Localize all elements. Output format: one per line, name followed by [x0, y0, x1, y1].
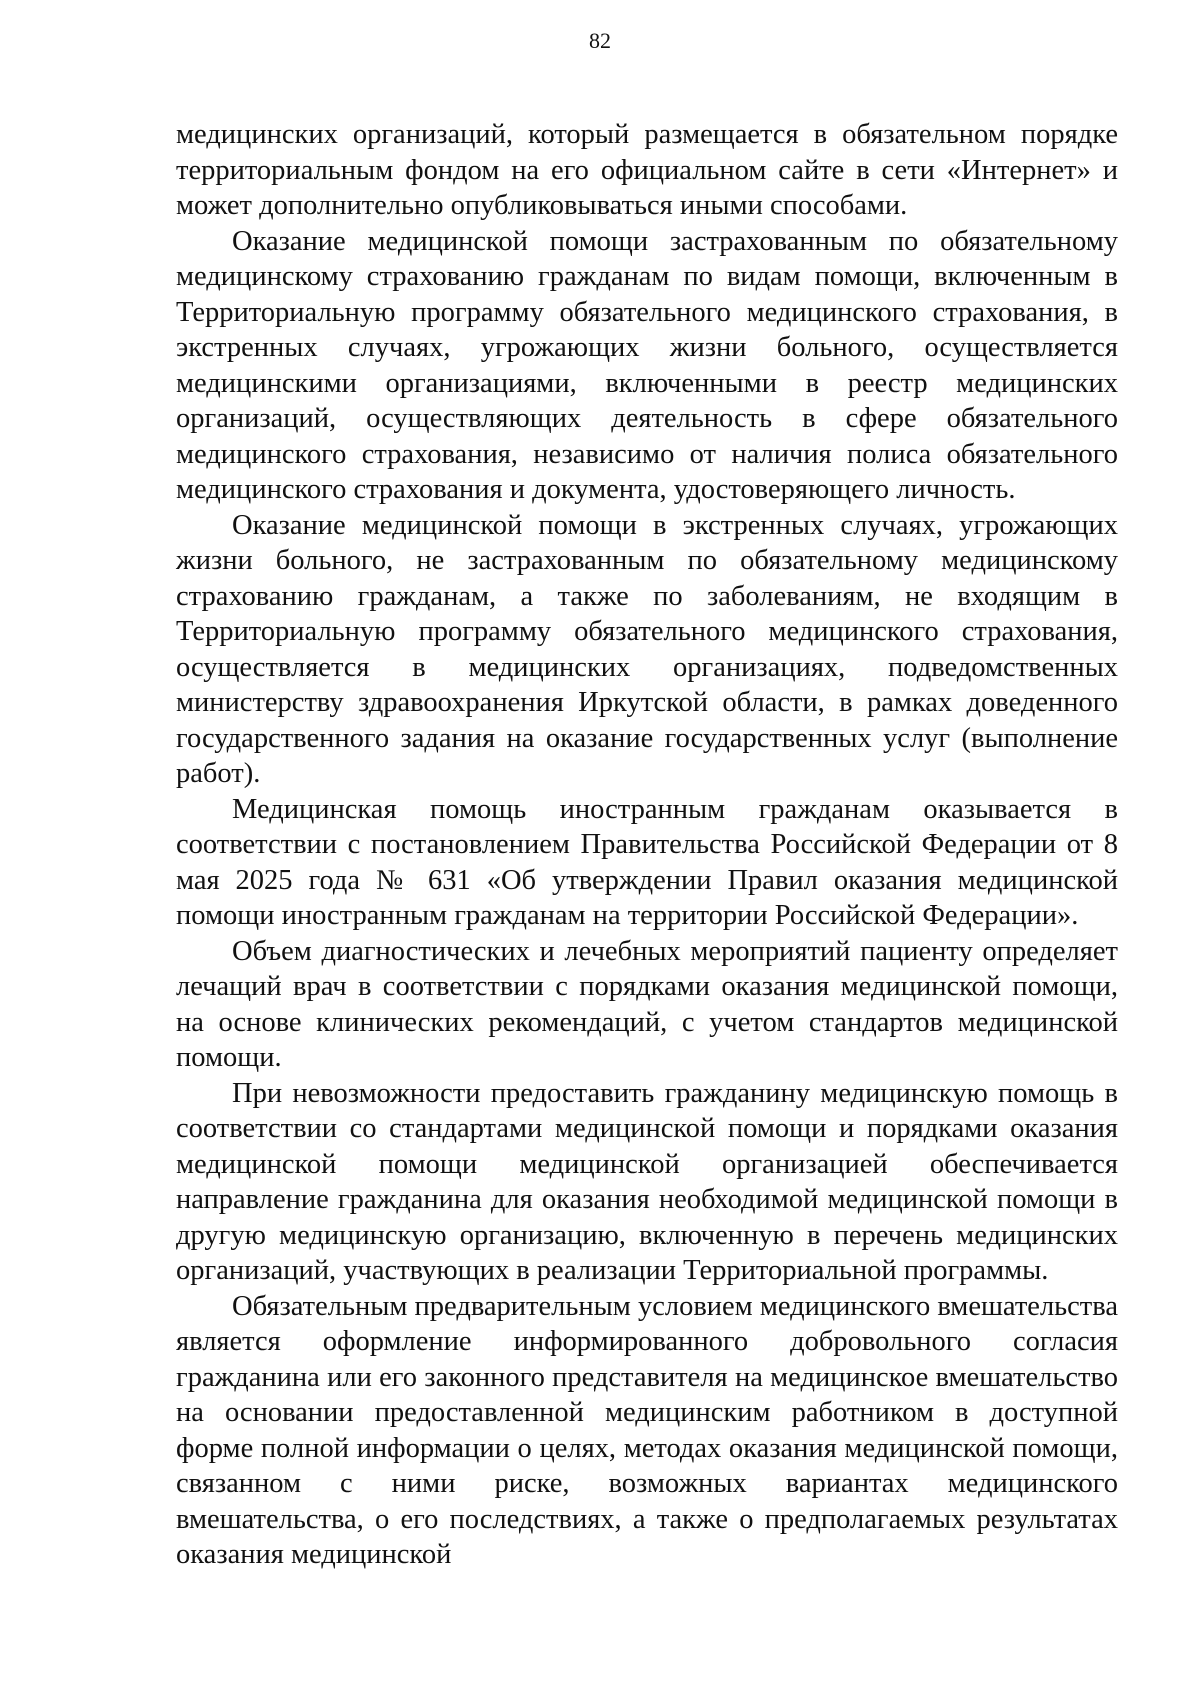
paragraph: При невозможности предоставить гражданину медицинскую помощь в соответствии со стандартами медицинской помощи и порядками оказания медицинской помощи медицинской организацией обеспечивается направление гражданина для оказания необходимой медицинской помощи в другую медицинскую организацию, включенную в перечень медицинских организаций, участвующих в реализации Территориальной программы.	[176, 1077, 1118, 1286]
page-number: 82	[589, 28, 611, 53]
paragraph: Объем диагностических и лечебных мероприятий пациенту определяет лечащий врач в соответствии с порядками оказания медицинской помощи, на основе клинических рекомендаций, с учетом стандартов медицинской помощи.	[176, 935, 1118, 1073]
document-body	[176, 117, 1118, 1573]
paragraph: Медицинская помощь иностранным гражданам оказывается в соответствии с постановлением Правительства Российской Федерации от 8 мая 2025 года № 631 «Об утверждении Правил оказания медицинской помощи иностранным гражданам на территории Российской Федерации».	[176, 793, 1118, 931]
paragraph-continuation: медицинских организаций, который размещается в обязательном порядке территориальным фондом на его официальном сайте в сети «Интернет» и может дополнительно опубликовываться иными способами.	[176, 119, 1118, 221]
paragraph: Оказание медицинской помощи в экстренных случаях, угрожающих жизни больного, не застрахованным по обязательному медицинскому страхованию гражданам, а также по заболеваниям, не входящим в Территориальную программу обязательного медицинского страхования, осуществляется в медицинских организациях, подведомственных министерству здравоохранения Иркутской области, в рамках доведенного государственного задания на оказание государственных услуг (выполнение работ).	[176, 509, 1118, 789]
paragraph: Обязательным предварительным условием медицинского вмешательства является оформление информированного добровольного согласия гражданина или его законного представителя на медицинское вмешательство на основании предоставленной медицинским работником в доступной форме полной информации о целях, методах оказания медицинской помощи, связанном с ними риске, возможных вариантах медицинского вмешательства, о его последствиях, а также о предполагаемых результатах оказания медицинской	[176, 1290, 1118, 1570]
paragraph: Оказание медицинской помощи застрахованным по обязательному медицинскому страхованию гражданам по видам помощи, включенным в Территориальную программу обязательного медицинского страхования, в экстренных случаях, угрожающих жизни больного, осуществляется медицинскими организациями, включенными в реестр медицинских организаций, осуществляющих деятельность в сфере обязательного медицинского страхования, независимо от наличия полиса обязательного медицинского страхования и документа, удостоверяющего личность.	[176, 225, 1118, 505]
